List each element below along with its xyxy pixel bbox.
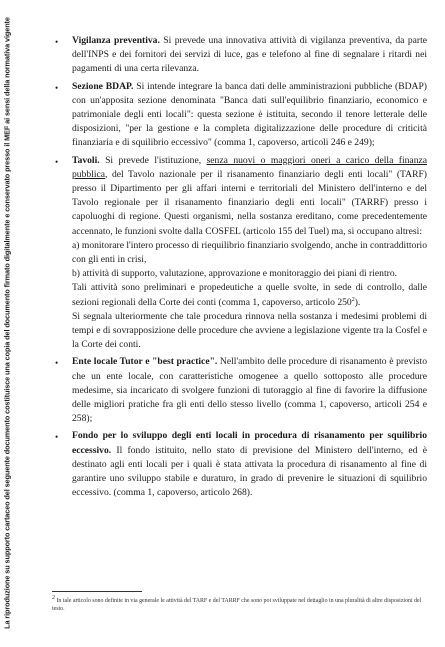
underlined-text: senza nuovi o maggiori oneri a carico della finanza pubblica [72, 154, 428, 180]
footnote-divider [52, 591, 142, 592]
footnote-reference: 2 [351, 296, 355, 303]
bullet-icon: • [55, 37, 59, 47]
section-text: Si prevede l'istituzione, [99, 154, 207, 166]
section-paragraph [72, 281, 427, 309]
section-paragraph: Si segnala ulteriormente che tale procedura rinnova nella sostanza i medesimi problemi di tempi e di sovrapposizione delle procedure che avviene a legislazione vigente tra la Cosfel e la Corte dei conti. [72, 310, 427, 351]
section-bdap [52, 80, 427, 151]
section-text: ). [354, 296, 361, 308]
section-text: Si prevede una innovativa attività di vigilanza preventiva, da parte dell'INPS e dei fornitori dei servizi di luce, gas e telefono al fine di segnalare i ritardi nei pagamenti di una certa rilevanza. [72, 35, 428, 75]
section-vigilanza-preventiva [52, 34, 427, 77]
footnote-marker: 2 [52, 595, 55, 602]
section-list [52, 34, 427, 501]
bullet-icon: • [55, 432, 59, 443]
bullet-icon: • [55, 156, 59, 167]
bullet-icon: • [55, 358, 59, 369]
side-margin-notice [0, 0, 14, 647]
section-paragraph [72, 80, 427, 151]
section-text: , del Tavolo nazionale per il risanamento finanziario degli enti locali" (TARF) presso il Dipartimento per gli affari interni e territoriali del Ministero dell'interno e del Tavolo regionale per il risanamento finanziario degli enti locali" (TARRF) presso i capoluoghi di regione. Questi organismi, nella sostanza ereditano, come precedentemente accennato, le funzioni svolte dalla COSFEL (articolo 155 del Tuel) ma, si occupano altresì: [72, 168, 427, 237]
section-paragraph [72, 154, 427, 239]
section-text: Si intende integrare la banca dati delle amministrazioni pubbliche (BDAP) con un'apposita sezione denominata "Banca dati sull'equilibrio finanziario, economico e patrimoniale degli enti locali": questa sezione è istituita, secondo il tenore letterale delle disposizioni, "per la gestione e la completa digitalizzazione delle procedure di criticità finanziaria e di squilibrio eccessivo" (comma 1, capoverso, articoli 246 e 249); [72, 80, 427, 149]
footnote-text: In tale articolo sono definite in via generale le attività del TARF e del TARRF che sono poi sviluppate nel dettaglio in una pluralità di altre disposizioni del testo. [52, 598, 422, 612]
section-fondo-sviluppo [52, 429, 427, 500]
section-paragraph [72, 355, 427, 426]
section-ente-locale-tutor [52, 355, 427, 426]
side-margin-notice-text: La riproduzione su supporto cartaceo del seguente documento costituisce una copia del documento firmato digitalmente e conservato presso il MEF ai sensi della normativa vigente [2, 17, 12, 629]
list-item-a: a) monitorare l'intero processo di riequilibrio finanziario svolgendo, anche in contraddittorio con gli enti in crisi, [72, 239, 427, 266]
section-text: Nell'ambito delle procedure di risanamento è previsto che un ente locale, con caratteristiche omogenee a quello sottoposto alle procedure medesime, sia incaricato di svolgere funzioni di tutoraggio al fine di favorire la diffusione delle migliori pratiche fra gli enti dello stesso livello (comma 1, capoverso, articoli 254 e 258); [72, 356, 427, 425]
section-tavoli [52, 154, 427, 353]
section-title: Ente locale Tutor e "best practice". [72, 356, 218, 368]
section-title: Fondo per lo sviluppo degli enti locali in procedura di risanamento per squilibrio eccessivo. [72, 430, 427, 456]
list-item-b: b) attività di supporto, valutazione, approvazione e monitoraggio dei piani di rientro. [72, 268, 398, 280]
section-text: Il fondo istituito, nello stato di previsione del Ministero dell'interno, ed è destinato agli enti locali per i quali è stata attivata la procedura di risanamento al fine di garantire uno sviluppo stabile e duraturo, in grado di prevenire le situazioni di squilibrio eccessivo. (comma 1, capoverso, articolo 268). [72, 444, 427, 499]
section-title: Tavoli. [72, 154, 100, 166]
section-paragraph [72, 34, 427, 77]
bullet-icon: • [55, 82, 59, 93]
section-title: Vigilanza preventiva. [72, 35, 160, 46]
section-title: Sezione BDAP. [72, 80, 134, 92]
document-body [52, 34, 427, 504]
section-text: Tali attività sono preliminari e propedeutiche a quelle svolte, in sede di controllo, dalle sezioni regionali della Corte dei conti (comma 1, capoverso, articolo 250 [72, 282, 427, 308]
footnote [52, 597, 427, 613]
section-paragraph [72, 429, 427, 500]
